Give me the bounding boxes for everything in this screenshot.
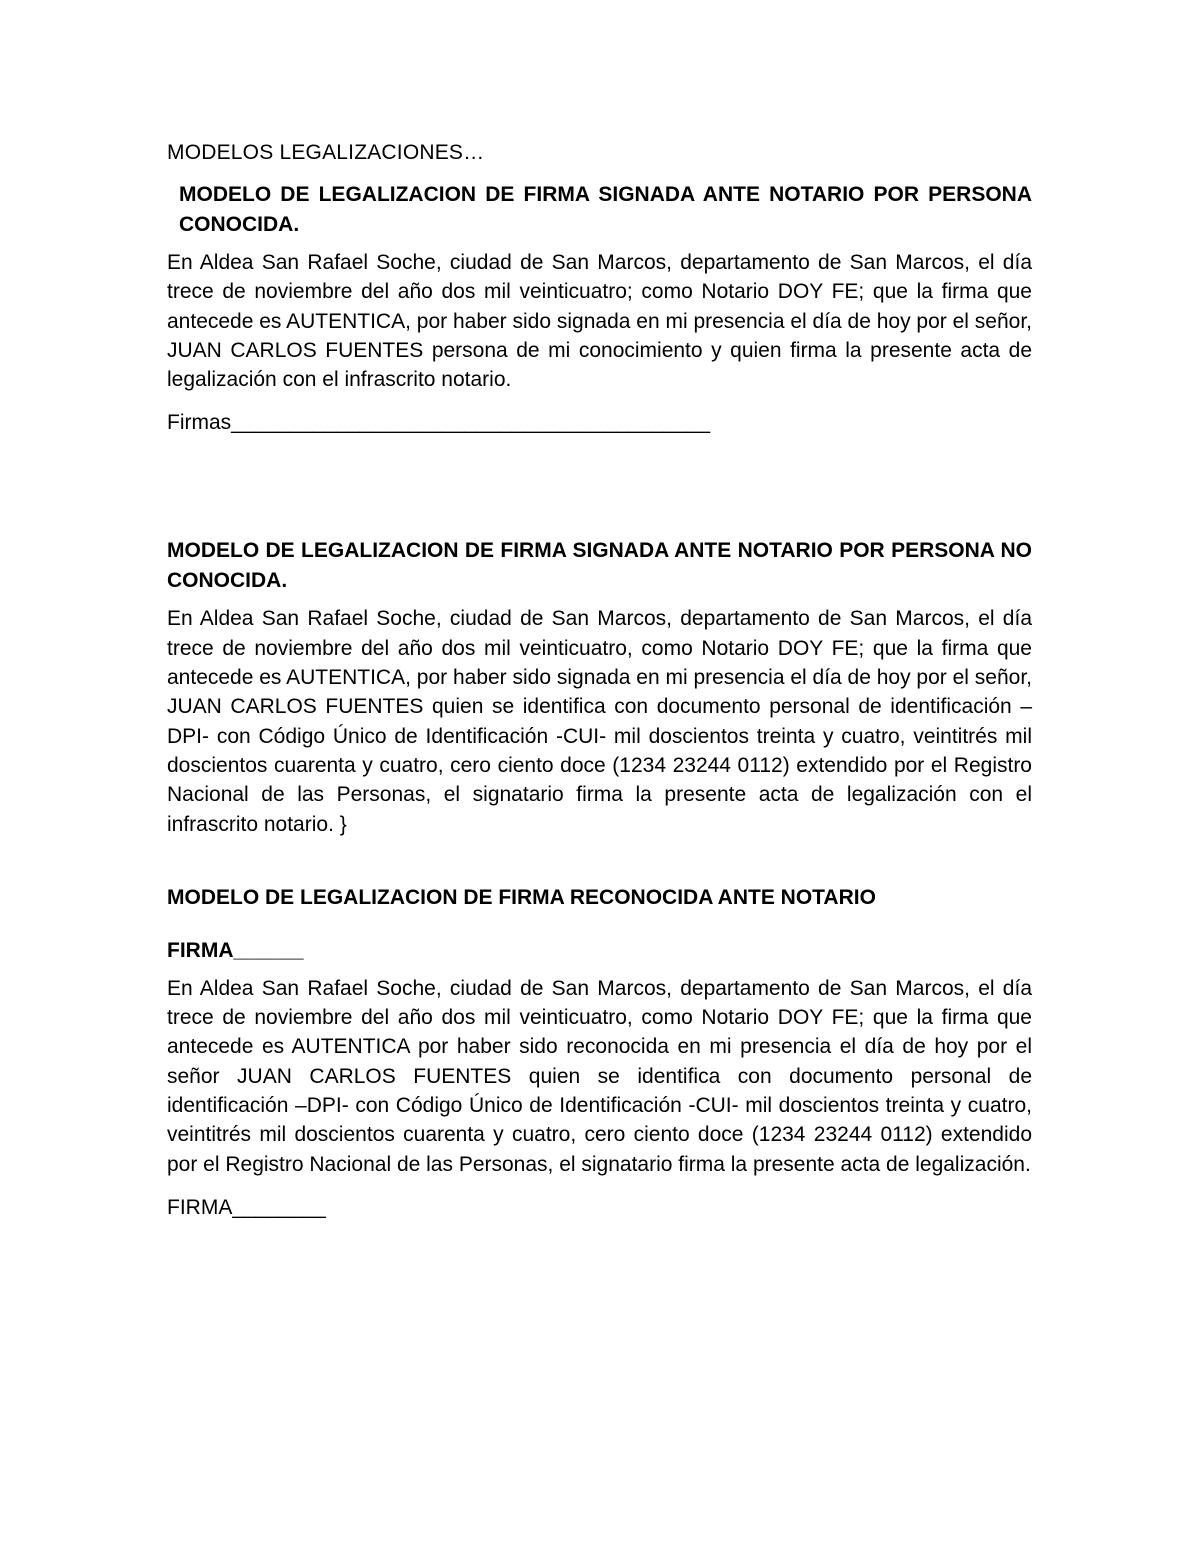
signature-line: FIRMA________ [167, 1195, 326, 1219]
signature-line-bold: FIRMA______ [167, 938, 304, 962]
document-page [167, 138, 1032, 1223]
section-body: En Aldea San Rafael Soche, ciudad de San Marcos, departamento de San Marcos, el día trece de noviembre del año dos mil veinticuatro; como Notario DOY FE; que la firma que antecede es AUTENTICA, por haber sido signada en mi presencia el día de hoy por el señor, JUAN CARLOS FUENTES persona de mi conocimiento y quien firma la presente acta de legalización con el infrascrito notario. [167, 251, 1032, 392]
signature-line: Firmas_________________________________________ [167, 411, 711, 435]
section-persona-conocida [167, 180, 1032, 438]
spacer [167, 839, 1032, 883]
section-body: En Aldea San Rafael Soche, ciudad de San Marcos, departamento de San Marcos, el día trece de noviembre del año dos mil veinticuatro, como Notario DOY FE; que la firma que antecede es AUTENTICA por haber sido reconocida en mi presencia el día de hoy por el señor JUAN CARLOS FUENTES quien se identifica con documento personal de identificación –DPI- con Código Único de Identificación -CUI- mil doscientos treinta y cuatro, veintitrés mil doscientos cuarenta y cuatro, cero ciento doce (1234 23244 0112) extendido por el Registro Nacional de las Personas, el signatario firma la presente acta de legalización. [167, 976, 1032, 1176]
section-persona-no-conocida [167, 536, 1032, 838]
spacer [167, 921, 1032, 936]
document-title: MODELOS LEGALIZACIONES… [167, 141, 485, 164]
section-heading: MODELO DE LEGALIZACION DE FIRMA RECONOCIDA ANTE NOTARIO [167, 885, 876, 909]
section-firma-reconocida [167, 883, 1032, 1223]
spacer [167, 438, 1032, 536]
section-body: En Aldea San Rafael Soche, ciudad de San Marcos, departamento de San Marcos, el día trece de noviembre del año dos mil veinticuatro, como Notario DOY FE; que la firma que antecede es AUTENTICA, por haber sido signada en mi presencia el día de hoy por el señor, JUAN CARLOS FUENTES quien se identifica con documento personal de identificación –DPI- con Código Único de Identificación -CUI- mil doscientos treinta y cuatro, veintitrés mil doscientos cuarenta y cuatro, cero ciento doce (1234 23244 0112) extendido por el Registro Nacional de las Personas, el signatario firma la presente acta de legalización con el infrascrito notario. } [167, 607, 1032, 836]
section-heading: MODELO DE LEGALIZACION DE FIRMA SIGNADA ANTE NOTARIO POR PERSONA CONOCIDA. [179, 183, 1032, 236]
section-heading: MODELO DE LEGALIZACION DE FIRMA SIGNADA ANTE NOTARIO POR PERSONA NO CONOCIDA. [167, 539, 1032, 593]
